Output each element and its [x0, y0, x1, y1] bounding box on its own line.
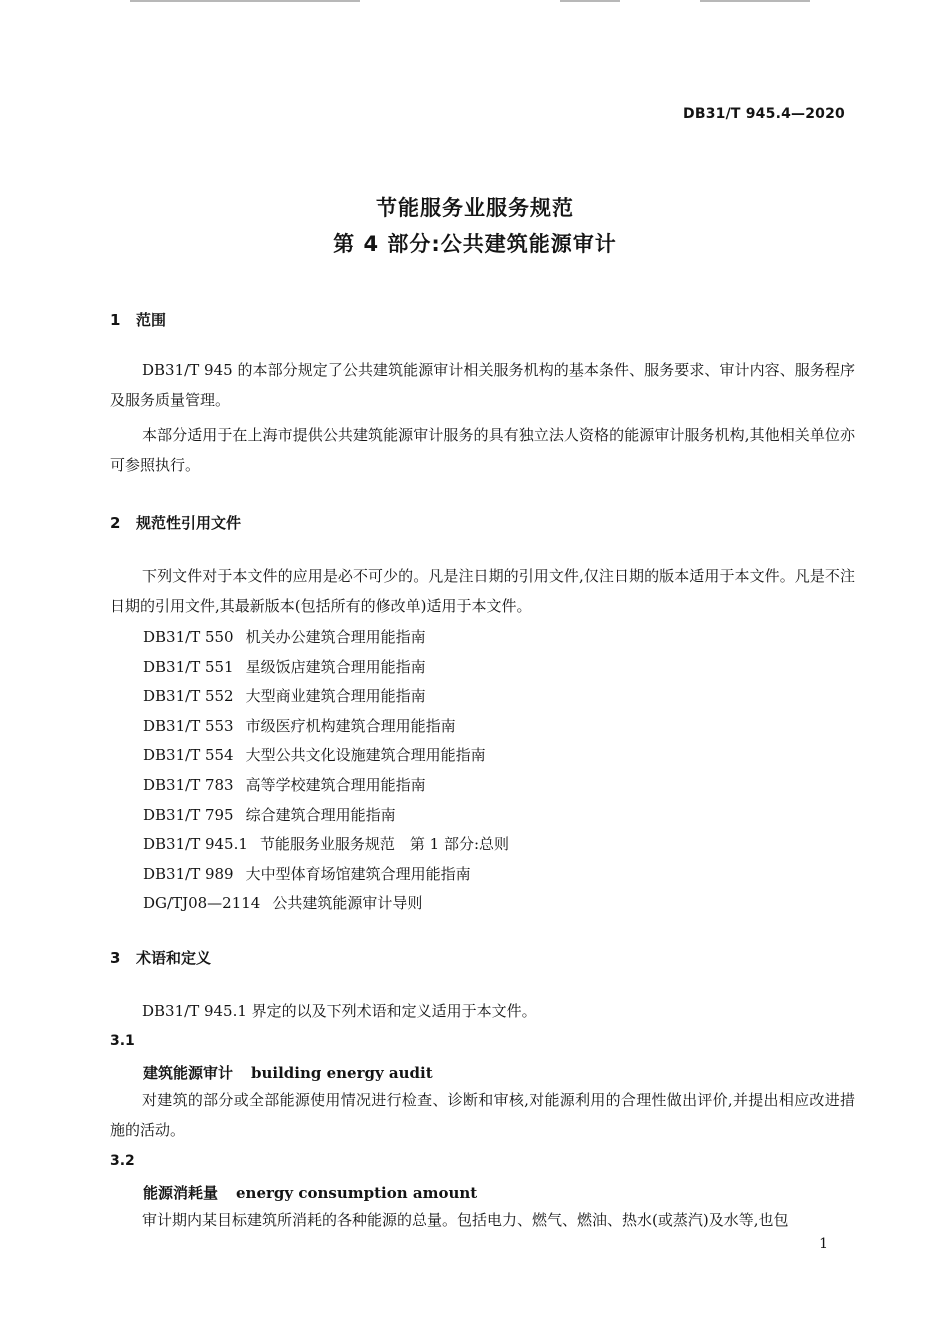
term-entry [143, 1062, 433, 1083]
reference-code: DB31/T 552 [143, 687, 234, 705]
term-english: building energy audit [251, 1064, 433, 1082]
reference-item [143, 892, 422, 913]
reference-code: DG/TJ08—2114 [143, 894, 261, 912]
reference-code: DB31/T 550 [143, 628, 234, 646]
term-chinese: 建筑能源审计 [143, 1064, 234, 1082]
reference-code: DB31/T 551 [143, 658, 234, 676]
document-subtitle: 第 4 部分:公共建筑能源审计 [333, 232, 617, 256]
reference-title: 大型商业建筑合理用能指南 [245, 687, 426, 705]
reference-title: 市级医疗机构建筑合理用能指南 [245, 717, 456, 735]
section-number: 3 [110, 949, 121, 967]
section-number: 1 [110, 311, 121, 329]
term-entry [143, 1182, 477, 1203]
scope-paragraph: DB31/T 945 的本部分规定了公共建筑能源审计相关服务机构的基本条件、服务要求、审计内容、服务程序及服务质量管理。 [110, 361, 855, 409]
reference-title: 节能服务业服务规范 第 1 部分:总则 [259, 835, 510, 853]
section-heading-scope [110, 309, 166, 330]
reference-item [143, 863, 471, 884]
section-title: 规范性引用文件 [136, 514, 242, 532]
reference-code: DB31/T 554 [143, 746, 234, 764]
section-heading-terms [110, 947, 211, 968]
section-heading-normative [110, 512, 241, 533]
reference-code: DB31/T 783 [143, 776, 234, 794]
reference-title: 大型公共文化设施建筑合理用能指南 [245, 746, 486, 764]
reference-item [143, 626, 426, 647]
term-definition: 审计期内某目标建筑所消耗的各种能源的总量。包括电力、燃气、燃油、热水(或蒸汽)及水等,也包 [142, 1211, 789, 1229]
scan-artifact [130, 0, 360, 2]
scan-artifact [560, 0, 620, 2]
document-title: 节能服务业服务规范 [376, 196, 574, 220]
reference-item [143, 656, 426, 677]
reference-item [143, 774, 426, 795]
scope-paragraph: 本部分适用于在上海市提供公共建筑能源审计服务的具有独立法人资格的能源审计服务机构,其他相关单位亦可参照执行。 [110, 426, 855, 474]
reference-title: 综合建筑合理用能指南 [245, 806, 396, 824]
reference-code: DB31/T 945.1 [143, 835, 248, 853]
reference-title: 星级饭店建筑合理用能指南 [245, 658, 426, 676]
term-definition: 对建筑的部分或全部能源使用情况进行检查、诊断和审核,对能源利用的合理性做出评价,并提出相应改进措施的活动。 [110, 1091, 855, 1139]
scan-artifact [700, 0, 810, 2]
reference-item [143, 833, 509, 854]
term-english: energy consumption amount [236, 1184, 478, 1202]
clause-number: 3.1 [110, 1033, 135, 1049]
reference-code: DB31/T 795 [143, 806, 234, 824]
section-title: 术语和定义 [136, 949, 212, 967]
reference-item [143, 685, 426, 706]
reference-code: DB31/T 989 [143, 865, 234, 883]
term-chinese: 能源消耗量 [143, 1184, 219, 1202]
reference-title: 高等学校建筑合理用能指南 [245, 776, 426, 794]
section-title: 范围 [136, 311, 167, 329]
reference-title: 机关办公建筑合理用能指南 [245, 628, 426, 646]
reference-item [143, 715, 456, 736]
reference-code: DB31/T 553 [143, 717, 234, 735]
normative-intro: 下列文件对于本文件的应用是必不可少的。凡是注日期的引用文件,仅注日期的版本适用于本文件。凡是不注日期的引用文件,其最新版本(包括所有的修改单)适用于本文件。 [110, 567, 855, 615]
reference-title: 公共建筑能源审计导则 [272, 894, 423, 912]
section-number: 2 [110, 514, 121, 532]
page-number: 1 [819, 1236, 828, 1252]
clause-number: 3.2 [110, 1153, 135, 1169]
reference-title: 大中型体育场馆建筑合理用能指南 [245, 865, 471, 883]
reference-item [143, 804, 396, 825]
reference-item [143, 744, 486, 765]
document-code: DB31/T 945.4—2020 [683, 106, 845, 122]
terms-intro: DB31/T 945.1 界定的以及下列术语和定义适用于本文件。 [142, 1002, 537, 1020]
